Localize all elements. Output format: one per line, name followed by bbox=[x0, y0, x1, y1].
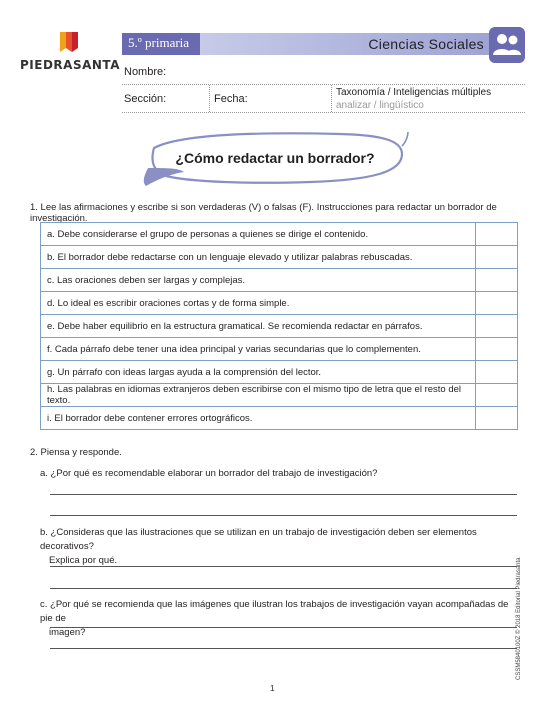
subject-badge bbox=[489, 27, 525, 63]
publisher-name: PIEDRASANTA bbox=[20, 58, 120, 72]
statement-text: g. Un párrafo con ideas largas ayuda a la comprensión del lector. bbox=[41, 361, 476, 384]
page-number: 1 bbox=[270, 684, 275, 693]
grade-label: 5.º primaria bbox=[128, 35, 190, 50]
page-title: ¿Cómo redactar un borrador? bbox=[175, 150, 375, 166]
table-row bbox=[41, 246, 518, 269]
date-label: Fecha: bbox=[214, 93, 248, 105]
table-row bbox=[41, 315, 518, 338]
statement-text: e. Debe haber equilibrio en la estructura gramatical. Se recomienda redactar en párrafos. bbox=[41, 315, 476, 338]
answer-cell[interactable] bbox=[476, 269, 518, 292]
statement-text: b. El borrador debe redactarse con un lenguaje elevado y utilizar palabras rebuscadas. bbox=[41, 246, 476, 269]
question-c bbox=[40, 598, 516, 640]
table-row bbox=[41, 292, 518, 315]
statement-text: a. Debe considerarse el grupo de personas a quienes se dirige el contenido. bbox=[41, 223, 476, 246]
table-row bbox=[41, 384, 518, 407]
question-c-continuation: imagen? bbox=[49, 627, 86, 638]
answer-line[interactable] bbox=[50, 566, 517, 567]
subject-label: Ciencias Sociales bbox=[368, 36, 484, 52]
table-row bbox=[41, 223, 518, 246]
copyright-code: CSSM5840100Z © 2018 Editorial Piedrasanta bbox=[516, 557, 522, 680]
question-b-text: b. ¿Consideras que las ilustraciones que se utilizan en un trabajo de investigación deben ser elementos decorativos? bbox=[40, 527, 477, 552]
answer-cell[interactable] bbox=[476, 384, 518, 407]
statements-table bbox=[40, 222, 518, 430]
exercise-2-instruction: 2. Piensa y responde. bbox=[30, 447, 122, 458]
section-label: Sección: bbox=[124, 93, 167, 105]
answer-line[interactable] bbox=[50, 494, 517, 495]
answer-line[interactable] bbox=[50, 648, 517, 649]
answer-cell[interactable] bbox=[476, 315, 518, 338]
question-a: a. ¿Por qué es recomendable elaborar un borrador del trabajo de investigación? bbox=[40, 468, 378, 479]
statement-text: d. Lo ideal es escribir oraciones cortas y de forma simple. bbox=[41, 292, 476, 315]
taxonomy-label: Taxonomía / Inteligencias múltiples bbox=[336, 87, 492, 98]
table-row bbox=[41, 407, 518, 430]
statement-text: i. El borrador debe contener errores ortográficos. bbox=[41, 407, 476, 430]
answer-cell[interactable] bbox=[476, 407, 518, 430]
question-b-continuation: Explica por qué. bbox=[49, 555, 118, 566]
people-group-icon bbox=[489, 27, 525, 63]
table-row bbox=[41, 338, 518, 361]
taxonomy-values: analizar / lingüístico bbox=[336, 100, 424, 111]
publisher-logo bbox=[20, 28, 120, 74]
answer-cell[interactable] bbox=[476, 223, 518, 246]
statement-text: c. Las oraciones deben ser largas y complejas. bbox=[41, 269, 476, 292]
divider bbox=[331, 85, 332, 112]
answer-cell[interactable] bbox=[476, 338, 518, 361]
divider bbox=[209, 85, 210, 112]
statement-text: f. Cada párrafo debe tener una idea principal y varias secundarias que lo complementen. bbox=[41, 338, 476, 361]
answer-cell[interactable] bbox=[476, 292, 518, 315]
answer-line[interactable] bbox=[50, 627, 517, 628]
book-logo-icon bbox=[58, 30, 82, 54]
answer-cell[interactable] bbox=[476, 246, 518, 269]
statement-text: h. Las palabras en idiomas extranjeros deben escribirse con el mismo tipo de letra que el resto del texto. bbox=[41, 384, 476, 407]
question-b bbox=[40, 526, 516, 568]
answer-cell[interactable] bbox=[476, 361, 518, 384]
answer-line[interactable] bbox=[50, 588, 517, 589]
table-row bbox=[41, 269, 518, 292]
name-line[interactable] bbox=[122, 84, 525, 85]
table-row bbox=[41, 361, 518, 384]
name-label: Nombre: bbox=[124, 66, 167, 78]
question-c-text: c. ¿Por qué se recomienda que las imágenes que ilustran los trabajos de investigación vayan acompañadas de pie de bbox=[40, 599, 509, 624]
answer-line[interactable] bbox=[50, 515, 517, 516]
section-line[interactable] bbox=[122, 112, 525, 113]
exercise-1-instruction: 1. Lee las afirmaciones y escribe si son verdaderas (V) o falsas (F). Instrucciones para redactar un borrador de investigación. bbox=[30, 202, 497, 224]
